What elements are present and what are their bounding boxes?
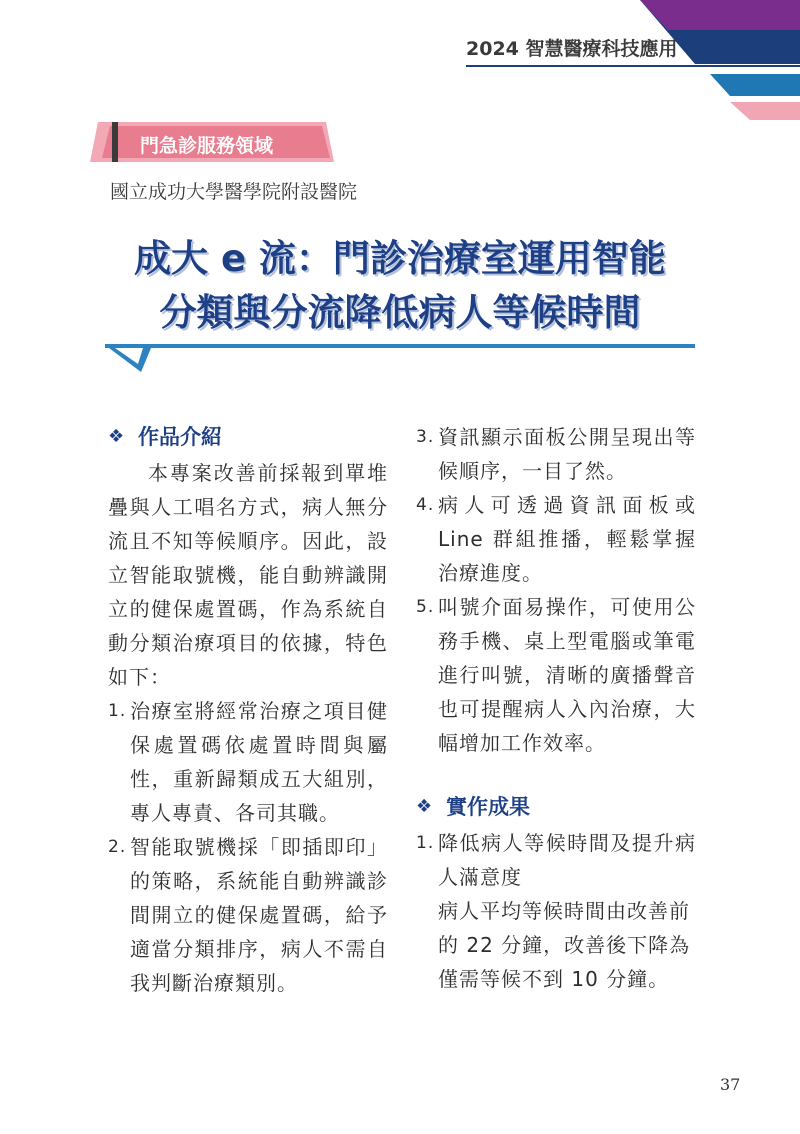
list-text: 智能取號機採「即插即印」的策略，系統能自動辨識診間開立的健保處置碼，給予適當分類排序，病人不需自我判斷治療類別。 bbox=[130, 835, 388, 995]
header-divider bbox=[466, 65, 800, 67]
list-number: 1. bbox=[416, 833, 435, 853]
main-title-line1: 成大 e 流：門診治療室運用智能 bbox=[134, 237, 666, 280]
list-item bbox=[416, 590, 696, 760]
list-item bbox=[416, 826, 696, 894]
diamond-bullet-icon: ❖ bbox=[108, 426, 125, 447]
header-title bbox=[466, 34, 676, 61]
diamond-bullet-icon: ❖ bbox=[416, 796, 433, 817]
results-heading bbox=[416, 790, 696, 824]
intro-paragraph: 本專案改善前採報到單堆疊與人工唱名方式，病人無分流且不知等候順序。因此，設立智能取號機，能自動辨識開立的健保處置碼，作為系統自動分類治療項目的依據，特色如下： bbox=[108, 461, 388, 689]
list-number: 4. bbox=[416, 495, 435, 515]
list-text: 叫號介面易操作，可使用公務手機、桌上型電腦或筆電進行叫號，清晰的廣播聲音也可提醒病人入內治療，大幅增加工作效率。 bbox=[438, 595, 696, 755]
results-detail: 病人平均等候時間由改善前的 22 分鐘，改善後下降為僅需等候不到 10 分鐘。 bbox=[438, 899, 691, 991]
hst-logo: HST bbox=[690, 31, 752, 56]
list-number: 5. bbox=[416, 597, 435, 617]
list-text: 治療室將經常治療之項目健保處置碼依處置時間與屬性，重新歸類成五大組別，專人專責、各司其職。 bbox=[130, 699, 388, 825]
right-column bbox=[416, 420, 696, 996]
results-heading-text: 實作成果 bbox=[446, 795, 530, 819]
section-tag-label: 門急診服務領域 bbox=[140, 135, 274, 157]
list-number: 3. bbox=[416, 427, 435, 447]
list-text: 降低病人等候時間及提升病人滿意度 bbox=[438, 831, 696, 889]
header-title-text: 智慧醫療科技應用 bbox=[525, 38, 678, 60]
intro-heading-text: 作品介紹 bbox=[138, 425, 222, 449]
list-text: 病人可透過資訊面板或 Line 群組推播，輕鬆掌握治療進度。 bbox=[438, 493, 696, 585]
main-title-line2: 分類與分流降低病人等候時間 bbox=[159, 291, 641, 334]
list-number: 2. bbox=[108, 837, 127, 857]
main-title bbox=[100, 232, 700, 340]
left-column bbox=[108, 420, 388, 1000]
page-number: 37 bbox=[720, 1075, 741, 1094]
list-item bbox=[108, 694, 388, 830]
list-item bbox=[108, 830, 388, 1000]
list-text: 資訊顯示面板公開呈現出等候順序，一目了然。 bbox=[438, 425, 696, 483]
list-item bbox=[416, 420, 696, 488]
section-gap bbox=[416, 760, 696, 790]
list-number: 1. bbox=[108, 701, 127, 721]
hospital-name: 國立成功大學醫學院附設醫院 bbox=[110, 181, 358, 203]
list-item bbox=[416, 488, 696, 590]
title-underline bbox=[105, 338, 697, 378]
intro-heading bbox=[108, 420, 388, 454]
header-year: 2024 bbox=[466, 38, 519, 60]
